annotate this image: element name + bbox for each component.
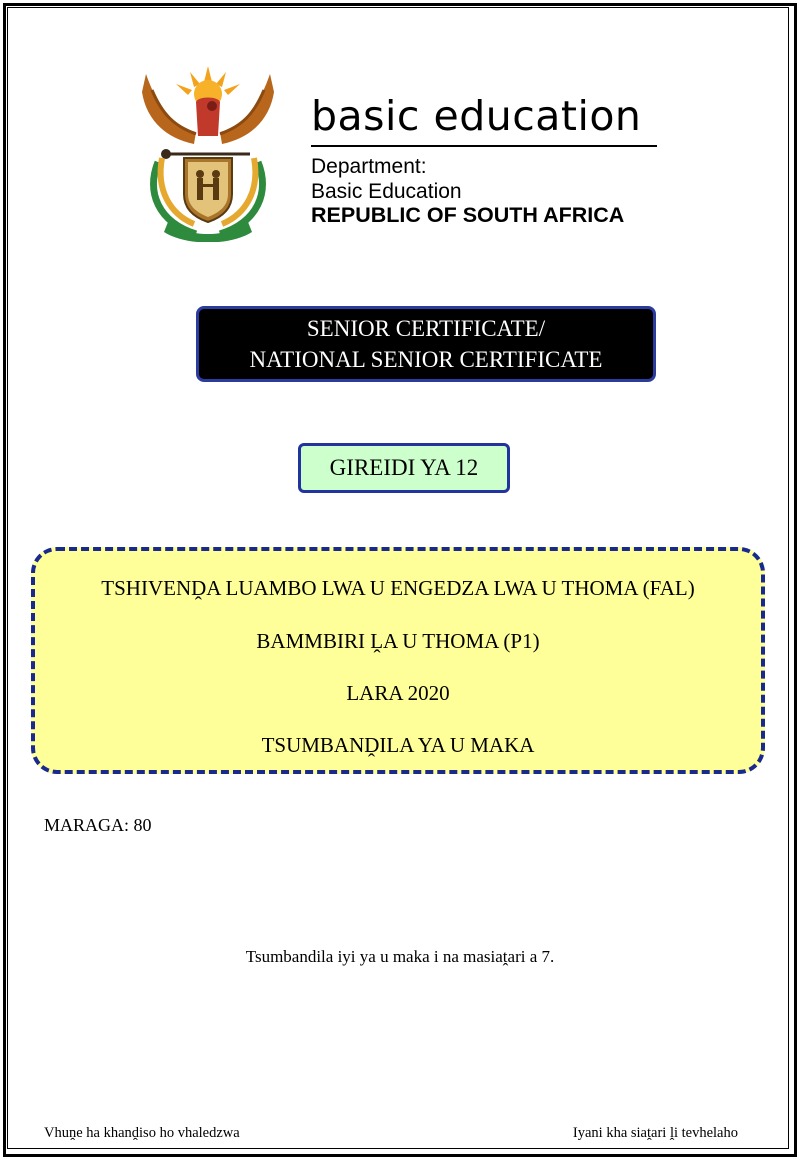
total-marks: MARAGA: 80	[44, 815, 152, 835]
turn-over-note: Iyani kha siaṱari ḽi tevhelaho	[572, 1125, 738, 1141]
department-name: Basic Education	[311, 180, 462, 203]
brand-title: basic education	[311, 92, 642, 140]
paper-title: BAMMBIRI ḼA U THOMA (P1)	[256, 629, 540, 653]
exam-session: LARA 2020	[346, 681, 450, 705]
certificate-line-1: SENIOR CERTIFICATE/	[306, 316, 546, 341]
grade-label: GIREIDI YA 12	[329, 455, 479, 480]
subject-title: TSHIVENḒA LUAMBO LWA U ENGEDZA LWA U THOMA (FAL)	[101, 576, 695, 600]
certificate-banner	[196, 306, 656, 382]
page-count-note: Tsumbandila iyi ya u maka i na masiaṱari a 7.	[245, 947, 555, 966]
country-name: REPUBLIC OF SOUTH AFRICA	[311, 203, 625, 227]
copyright-notice: Vhuṋe ha khanḓiso ho vhaledzwa	[44, 1125, 240, 1141]
grade-badge	[298, 443, 510, 493]
document-type: TSUMBANḒILA YA U MAKA	[261, 733, 535, 757]
department-label: Department:	[311, 155, 427, 178]
subject-panel	[31, 547, 765, 774]
certificate-line-2: NATIONAL SENIOR CERTIFICATE	[249, 347, 603, 372]
south-africa-coat-of-arms-icon	[138, 62, 278, 242]
brand-divider	[311, 145, 657, 147]
